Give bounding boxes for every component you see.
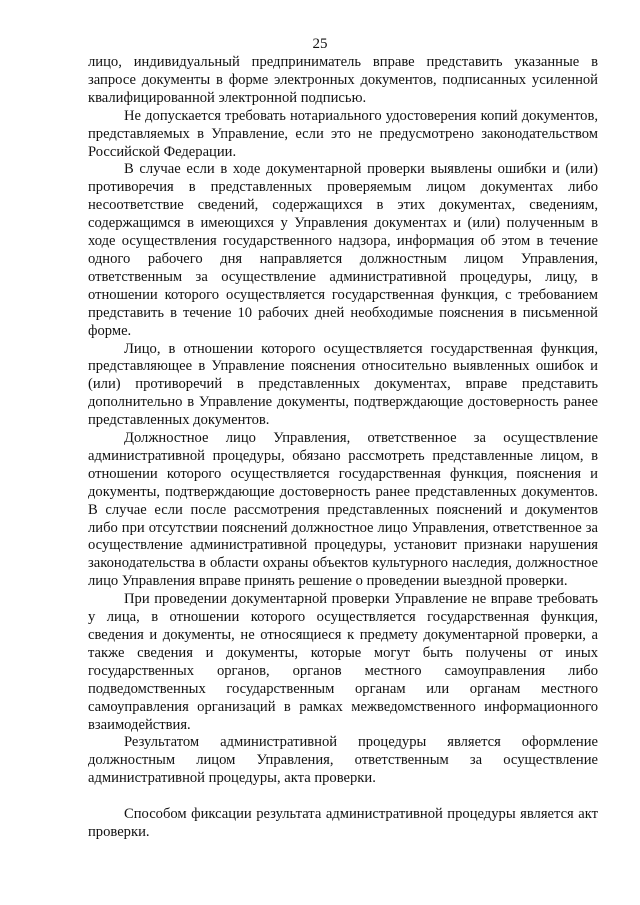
paragraph-explanations: Лицо, в отношении которого осуществляется государственная функция, представляющее в Управление пояснения относительно выявленных ошибок и (или) противоречий в представленных документах, вправе представить дополнительно в Управление документы, подтверждающие достоверность ранее представленных документов. [88,340,598,429]
document-body [88,54,598,842]
paragraph-fixation-method: Способом фиксации результата административной процедуры является акт проверки. [88,806,598,841]
paragraph-errors-found: В случае если в ходе документарной проверки выявлены ошибки и (или) противоречия в представленных проверяемым лицом документах либо несоответствие сведений, содержащихся в этих документах, сведениям, содержащимся в имеющихся у Управления документах и (или) полученным в ходе осуществления государственного надзора, информация об этом в течение одного рабочего дня направляется должностным лицом Управления, ответственным за осуществление административной процедуры, лицу, в отношении которого осуществляется государственная функция, с требованием представить в течение 10 рабочих дней необходимые пояснения в письменной форме. [88,161,598,339]
paragraph-result: Результатом административной процедуры является оформление должностным лицом Управления, ответственным за осуществление административной процедуры, акта проверки. [88,734,598,787]
paragraph-official-review: Должностное лицо Управления, ответственное за осуществление административной процедуры, обязано рассмотреть представленные лицом, в отношении которого осуществляется государственная функция, пояснения и документы, подтверждающие достоверность ранее представленных документов. В случае если после рассмотрения представленных пояснений и документов либо при отсутствии пояснений должностное лицо Управления, ответственное за осуществление административной процедуры, установит признаки нарушения законодательства в области охраны объектов культурного наследия, должностное лицо Управления вправе принять решение о проведении выездной проверки. [88,430,598,590]
paragraph-continuation: лицо, индивидуальный предприниматель вправе представить указанные в запросе документы в форме электронных документов, подписанных усиленной квалифицированной электронной подписью. [88,54,598,106]
paragraph-restrictions: При проведении документарной проверки Управление не вправе требовать у лица, в отношении которого осуществляется государственная функция, сведения и документы, не относящиеся к предмету документарной проверки, а также сведения и документы, которые могут быть получены от иных государственных органов, органов местного самоуправления либо подведомственных государственным органам или органам местного самоуправления организаций в рамках межведомственного информационного взаимодействия. [88,591,598,733]
paragraph-notarial-certification: Не допускается требовать нотариального удостоверения копий документов, представляемых в Управление, если это не предусмотрено законодательством Российской Федерации. [88,107,598,160]
page-number: 25 [312,36,328,52]
